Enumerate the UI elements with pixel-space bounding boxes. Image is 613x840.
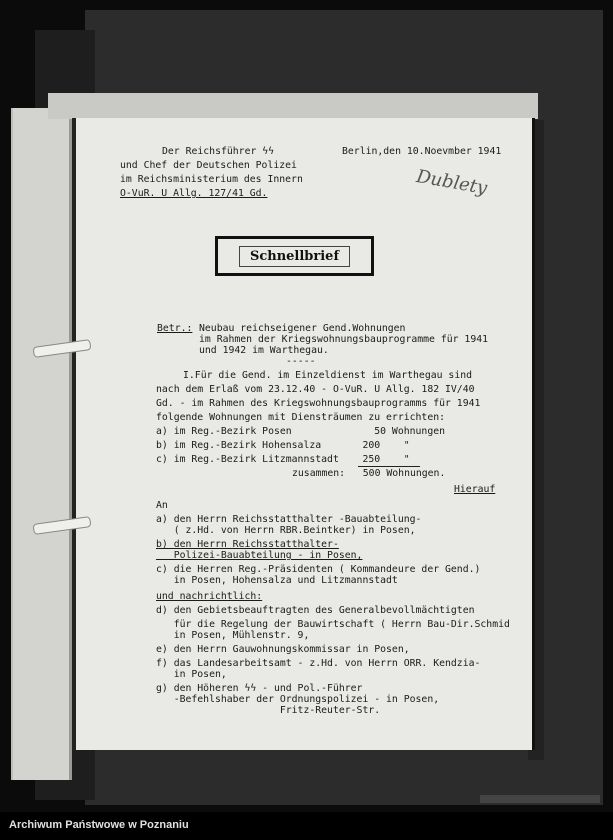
distribution-c-2: in Posen, Hohensalza und Litzmannstadt [156,575,398,586]
allocation-b: b) im Reg.-Bezirk Hohensalza 200 " [156,440,410,451]
reference-number: O-VuR. U Allg. 127/41 Gd. [120,188,268,199]
distribution-f-1: f) das Landesarbeitsamt - z.Hd. von Herrn ORR. Kendzia- [156,658,481,669]
distribution-b-1: b) den Herrn Reichsstatthalter- [156,539,339,550]
handwritten-note: Dublety [414,165,489,200]
sender-line-3: im Reichsministerium des Innern [120,174,303,185]
distribution-e: e) den Herrn Gauwohnungskommissar in Posen, [156,644,410,655]
paper-stack-top [48,93,538,119]
distribution-c-1: c) die Herren Reg.-Präsidenten ( Kommandeure der Gend.) [156,564,481,575]
distribution-d-1: d) den Gebietsbeauftragten des Generalbevollmächtigten [156,605,475,616]
sender-line-2: und Chef der Deutschen Polizei [120,160,297,171]
subject-rule: ----- [286,356,316,367]
body-line-3: Gd. - im Rahmen des Kriegswohnungsbauprogramms für 1941 [156,398,481,409]
distribution-g-1: g) den Höheren ϟϟ - und Pol.-Führer [156,683,363,694]
distribution-a-1: a) den Herrn Reichsstatthalter -Bauabteilung- [156,514,422,525]
sum-rule [358,466,420,467]
body-line-2: nach dem Erlaß vom 23.12.40 - O-VuR. U Allg. 182 IV/40 [156,384,475,395]
hierauf-label: Hierauf [454,484,496,495]
distribution-b-2: Polizei-Bauabteilung - in Posen, [156,550,363,561]
allocation-c: c) im Reg.-Bezirk Litzmannstadt 250 " [156,454,410,465]
distribution-f-2: in Posen, [156,669,227,680]
date-line: Berlin,den 10.Noevmber 1941 [342,146,502,157]
subject-line-2: im Rahmen der Kriegswohnungsbauprogramme für 1941 [199,334,489,345]
nachrichtlich-label: und nachrichtlich: [156,591,263,602]
sender-line-1: Der Reichsführer ϟϟ [162,146,275,157]
film-scratch [480,795,600,803]
subject-label: Betr.: [157,323,193,334]
allocation-total: zusammen: 500 Wohnungen. [292,468,446,479]
schnellbrief-stamp [215,236,374,276]
allocation-a: a) im Reg.-Bezirk Posen 50 Wohnungen [156,426,446,437]
distribution-d-2: für die Regelung der Bauwirtschaft ( Herrn Bau-Dir.Schmid [156,619,510,630]
subject-line-1: Neubau reichseigener Gend.Wohnungen [199,323,406,334]
body-line-4: folgende Wohnungen mit Diensträumen zu errichten: [156,412,446,423]
distribution-an: An [156,500,168,511]
stamp-label: Schnellbrief [239,246,350,267]
subject-line-3: und 1942 im Warthegau. [199,345,329,356]
distribution-g-3: Fritz-Reuter-Str. [156,705,381,716]
body-line-1: I.Für die Gend. im Einzeldienst im Warthegau sind [183,370,473,381]
archive-footer [0,812,613,840]
archive-name: Archiwum Państwowe w Poznaniu [9,819,189,831]
distribution-a-2: ( z.Hd. von Herrn RBR.Beintker) in Posen, [156,525,416,536]
folder-tab [11,108,72,780]
distribution-d-3: in Posen, Mühlenstr. 9, [156,630,310,641]
distribution-g-2: -Befehlshaber der Ordnungspolizei - in Posen, [156,694,440,705]
